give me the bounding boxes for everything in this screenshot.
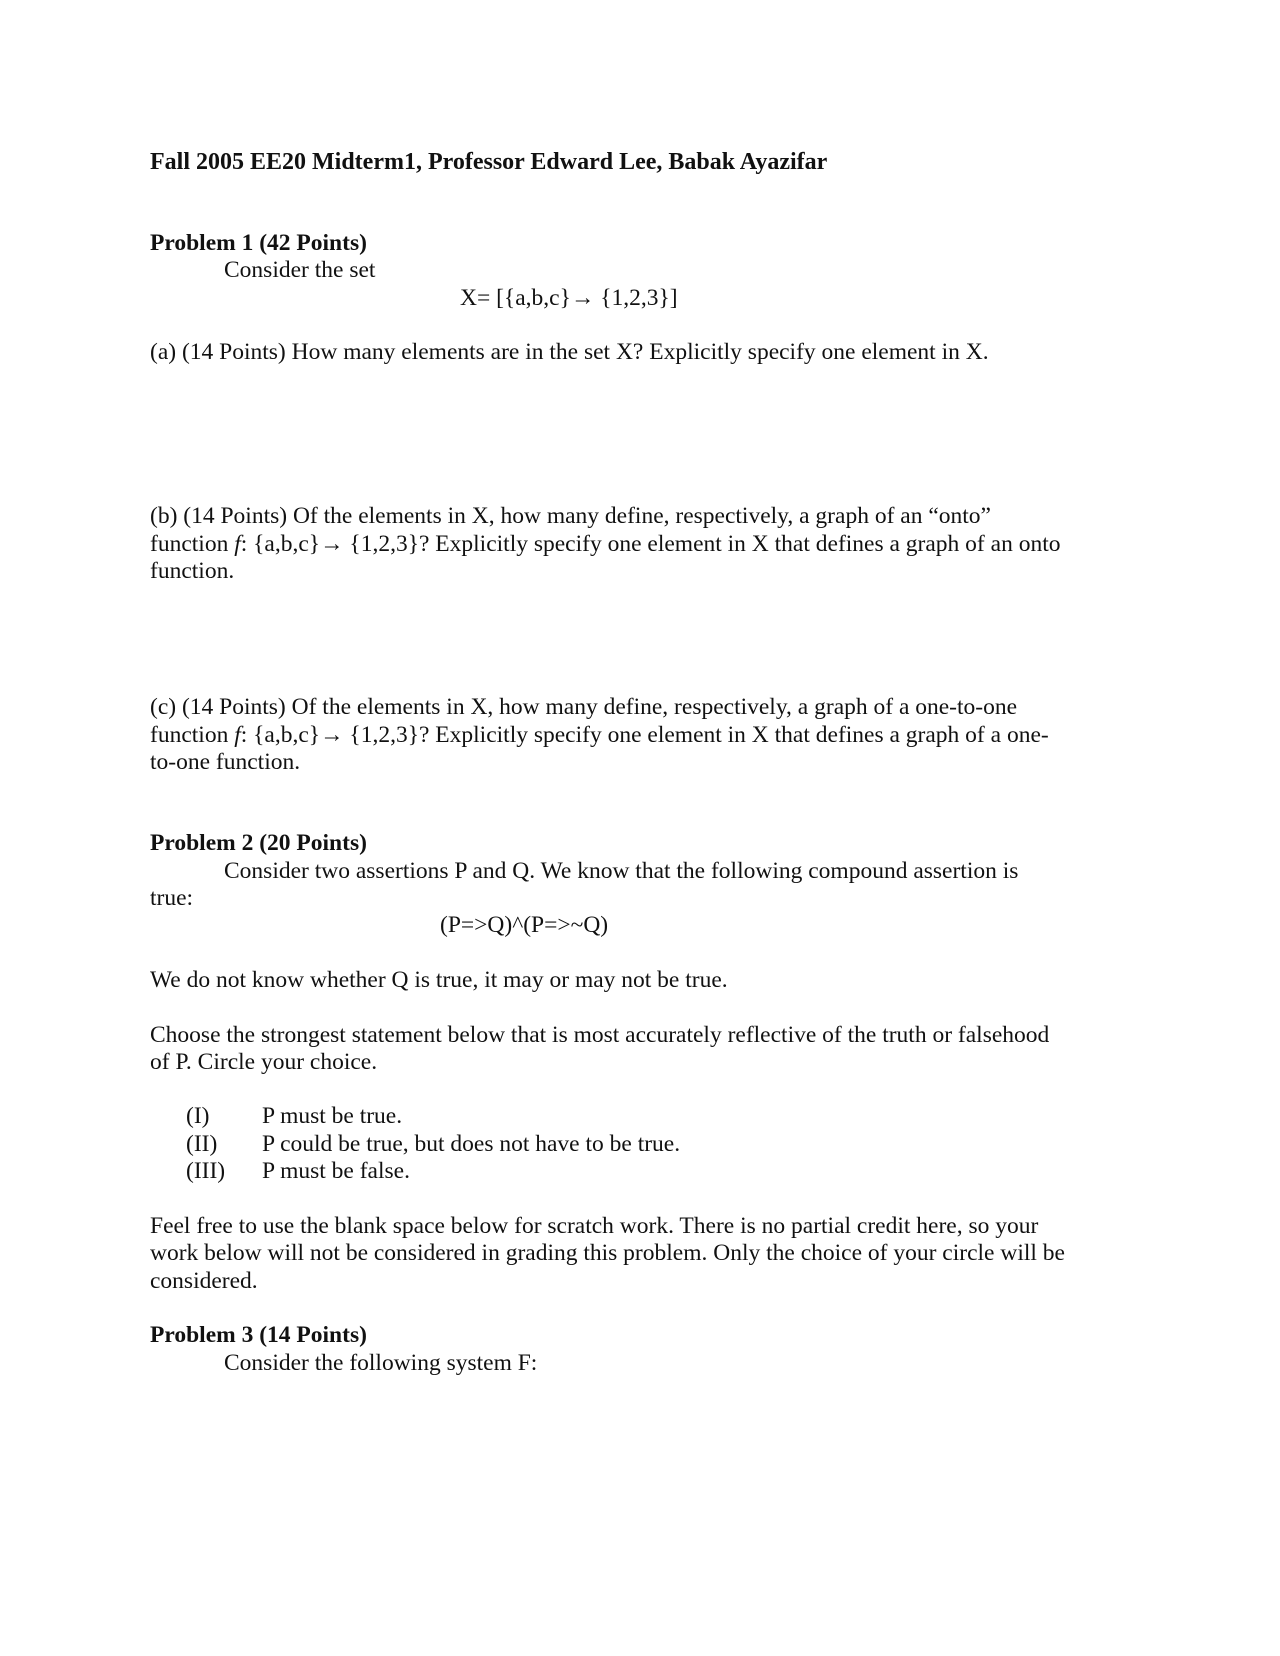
choice-number: (I) (186, 1103, 210, 1129)
problem2-scratch-line3: considered. (150, 1268, 258, 1294)
problem2-scratch-line2: work below will not be considered in grading this problem. Only the choice of your circle will be (150, 1240, 1065, 1266)
problem2-heading: Problem 2 (20 Points) (150, 830, 367, 856)
problem1-part-c-line2 (150, 721, 1049, 750)
problem1-formula: X= [{a,b,c}→ {1,2,3}] (460, 285, 678, 311)
problem1-heading: Problem 1 (42 Points) (150, 230, 367, 256)
problem1-part-a: (a) (14 Points) How many elements are in the set X? Explicitly specify one element in X. (150, 339, 989, 365)
problem3-heading: Problem 3 (14 Points) (150, 1322, 367, 1348)
problem2-formula: (P=>Q)^(P=>~Q) (440, 912, 609, 938)
problem2-scratch-line1: Feel free to use the blank space below for scratch work. There is no partial credit here, so your (150, 1213, 1039, 1239)
problem3-intro: Consider the following system F: (224, 1350, 538, 1376)
choice-text: P must be true. (262, 1103, 403, 1129)
problem2-intro-line1: Consider two assertions P and Q. We know that the following compound assertion is (224, 858, 1019, 884)
problem2-intro-line2: true: (150, 885, 194, 911)
problem1-part-b-line2 (150, 530, 1060, 559)
problem2-q-unknown: We do not know whether Q is true, it may or may not be true. (150, 967, 728, 993)
function-symbol: f (234, 722, 241, 748)
text-run: function (150, 722, 235, 748)
problem1-part-c-line1: (c) (14 Points) Of the elements in X, how many define, respectively, a graph of a one-to-one (150, 694, 1018, 720)
problem1-intro: Consider the set (224, 257, 376, 283)
exam-page (150, 0, 1140, 1656)
problem2-choose-line1: Choose the strongest statement below that is most accurately reflective of the truth or falsehood (150, 1022, 1050, 1048)
choice-number: (III) (186, 1158, 226, 1184)
choice-text: P could be true, but does not have to be true. (262, 1131, 681, 1157)
text-run: : {a,b,c}→ {1,2,3}? Explicitly specify one element in X that defines a graph of a one- (240, 722, 1049, 748)
problem1-part-c-line3: to-one function. (150, 749, 301, 775)
problem2-choose-line2: of P. Circle your choice. (150, 1049, 378, 1075)
page-title: Fall 2005 EE20 Midterm1, Professor Edward Lee, Babak Ayazifar (150, 149, 828, 175)
problem1-part-b-line1: (b) (14 Points) Of the elements in X, how many define, respectively, a graph of an “onto” (150, 503, 991, 529)
problem1-part-b-line3: function. (150, 558, 235, 584)
choice-text: P must be false. (262, 1158, 410, 1184)
choice-number: (II) (186, 1131, 218, 1157)
text-run: : {a,b,c}→ {1,2,3}? Explicitly specify one element in X that defines a graph of an onto (240, 531, 1061, 557)
function-symbol: f (234, 531, 241, 557)
text-run: function (150, 531, 235, 557)
